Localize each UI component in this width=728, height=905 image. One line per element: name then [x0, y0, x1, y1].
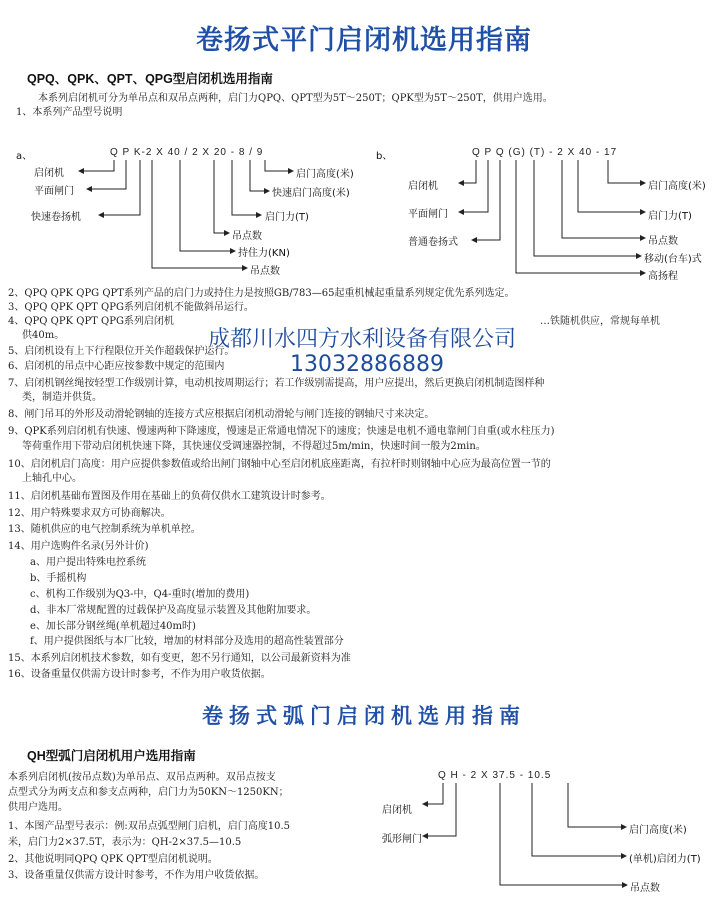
item-5: 5、启闭机设有上下行程限位开关作超载保护运行。: [8, 346, 235, 357]
diagram-b-right-label: 吊点数: [648, 236, 678, 247]
item-1: 1、本系列产品型号说明: [16, 107, 123, 118]
diagram-b-left-label: 启闭机: [408, 181, 438, 192]
diagram-a-right-label: 快速启门高度(米): [272, 188, 350, 199]
item-11: 11、启闭机基础布置图及作用在基础上的负荷仅供水工建筑设计时参考。: [8, 491, 331, 502]
section-title-qh: 卷扬式弧门启闭机选用指南: [202, 704, 526, 728]
qh-intro-line: 米，启门力2×37.5T，表示为：QH-2×37.5—10.5: [8, 837, 242, 848]
item-10-cont: 上轴孔中心。: [22, 473, 82, 484]
diagram-c-left-label: 启闭机: [382, 805, 412, 816]
item-14-e: e、加长部分钢丝绳(单机超过40m时): [30, 621, 196, 632]
qh-intro-line: 本系列启闭机(按吊点数)为单吊点、双吊点两种。双吊点按支: [8, 772, 276, 783]
diagram-a-right-label: 吊点数: [232, 231, 262, 242]
diagram-c-code: Q H - 2 X 37.5 - 10.5: [438, 770, 552, 781]
item-13: 13、随机供应的电气控制系统为单机单控。: [8, 524, 201, 535]
item-9: 9、QPK系列启闭机有快速、慢速两种下降速度，慢速是正常通电情况下的速度；快速是电机不通电靠闸门自重(或水柱压力): [8, 426, 555, 437]
diagram-b-code: Q P Q (G) (T) - 2 X 40 - 17: [472, 147, 618, 158]
item-8: 8、闸门吊耳的外形及动滑轮钢轴的连接方式应根据启闭机动滑轮与闸门连接的钢轴尺寸来决定。: [8, 409, 435, 420]
item-14-b: b、手摇机构: [30, 573, 87, 584]
item-14-d: d、非本厂常规配置的过载保护及高度显示装置及其他附加要求。: [30, 605, 317, 616]
diagram-a-code: Q P K-2 X 40 / 2 X 20 - 8 / 9: [110, 147, 264, 158]
diagram-a-tag: a、: [16, 151, 33, 162]
item-7-cont: 类，制造并供货。: [22, 392, 102, 403]
item-14-a: a、用户提出特殊电控系统: [30, 557, 146, 568]
qh-intro-line: 供用户选用。: [8, 802, 68, 813]
item-7: 7、启闭机钢丝绳按轻型工作级别计算，电动机按周期运行；若工作级别需提高，用户应提出，然后更换启闭机制造图样种: [8, 378, 545, 389]
diagram-a-right-label: 持住力(KN): [238, 248, 290, 259]
section-subtitle-qp: QPQ、QPK、QPT、QPG型启闭机选用指南: [27, 72, 273, 86]
diagram-b-right-label: 启门力(T): [648, 211, 692, 222]
item-4-cont: 供40m。: [22, 330, 65, 341]
item-16: 16、设备重量仅供需方设计时参考，不作为用户收货依据。: [8, 669, 271, 680]
diagram-c-right-label: 启门高度(米): [629, 825, 687, 836]
diagram-a-left-label: 平面闸门: [34, 186, 74, 197]
section-subtitle-qh: QH型弧门启闭机用户选用指南: [27, 749, 196, 763]
item-14-f: f、用户提供图纸与本厂比较，增加的材料部分及选用的超高性装置部分: [30, 636, 344, 647]
item-4: 4、QPQ QPK QPT QPG系列启闭机: [8, 316, 174, 327]
diagram-a-right-label: 吊点数: [250, 266, 280, 277]
item-4-tail: …铁随机供应，常规每单机: [540, 316, 660, 327]
item-14-c: c、机构工作级别为Q3-中，Q4-重时(增加的费用): [30, 589, 250, 600]
phone-watermark: 13032886889: [290, 352, 444, 377]
qh-intro-line: 1、本图产品型号表示：例:双吊点弧型闸门启机，启门高度10.5: [8, 821, 290, 832]
diagram-c-left-label: 弧形闸门: [382, 834, 422, 845]
diagram-c-right-label: (单机)启闭力(T): [629, 854, 701, 865]
diagram-b-right-label: 高扬程: [648, 271, 678, 282]
intro-text: 本系列启闭机可分为单吊点和双吊点两种，启门力QPQ、QPT型为5T～250T；QPK型为5T～250T，供用户选用。: [38, 93, 553, 104]
item-14: 14、用户选购件名录(另外计价): [8, 541, 149, 552]
company-watermark: 成都川水四方水利设备有限公司: [208, 327, 517, 352]
item-15: 15、本系列启闭机技术参数，如有变更，恕不另行通知，以公司最新资料为准: [8, 653, 351, 664]
diagram-c-right-label: 吊点数: [630, 883, 660, 894]
item-6: 6、启闭机的吊点中心距应按参数中规定的范围内: [8, 361, 225, 372]
diagram-b-right-label: 移动(台车)式: [644, 254, 702, 265]
diagram-b-right-label: 启门高度(米): [648, 181, 706, 192]
diagram-b-tag: b、: [376, 151, 393, 162]
diagram-a-right-label: 启门力(T): [265, 212, 309, 223]
item-12: 12、用户特殊要求双方可协商解决。: [8, 508, 171, 519]
qh-intro-line: 3、设备重量仅供需方设计时参考，不作为用户收货依据。: [8, 870, 265, 881]
item-10: 10、启闭机启门高度：用户应提供参数值或给出闸门钢轴中心至启闭机底座距离，有拉杆时则钢轴中心应为最高位置一节的: [8, 459, 551, 470]
qh-intro-line: 点型式分为两支点和参支点两种，启门力为50KN～1250KN；: [8, 787, 289, 798]
diagram-a-right-label: 启门高度(米): [296, 169, 354, 180]
item-3: 3、QPQ QPK QPT QPG系列启闭机不能做斜吊运行。: [8, 302, 254, 313]
diagram-a-left-label: 快速卷扬机: [31, 212, 81, 223]
diagram-b-left-label: 平面闸门: [408, 209, 448, 220]
diagram-b-left-label: 普通卷扬式: [408, 237, 458, 248]
item-9-cont: 等荷重作用下带动启闭机快速下降，其快速仪受调速器控制，不得超过5m/min，快速时间一般为2min。: [22, 441, 486, 452]
qh-intro-line: 2、其他说明同QPQ QPK QPT型启闭机说明。: [8, 854, 218, 865]
diagram-a-left-label: 启闭机: [34, 168, 64, 179]
page-title: 卷扬式平门启闭机选用指南: [196, 25, 532, 56]
item-2: 2、QPQ QPK QPG QPT系列产品的启门力或持住力是按照GB/783—65起重机械起重量系列规定优先系列选定。: [8, 288, 515, 299]
